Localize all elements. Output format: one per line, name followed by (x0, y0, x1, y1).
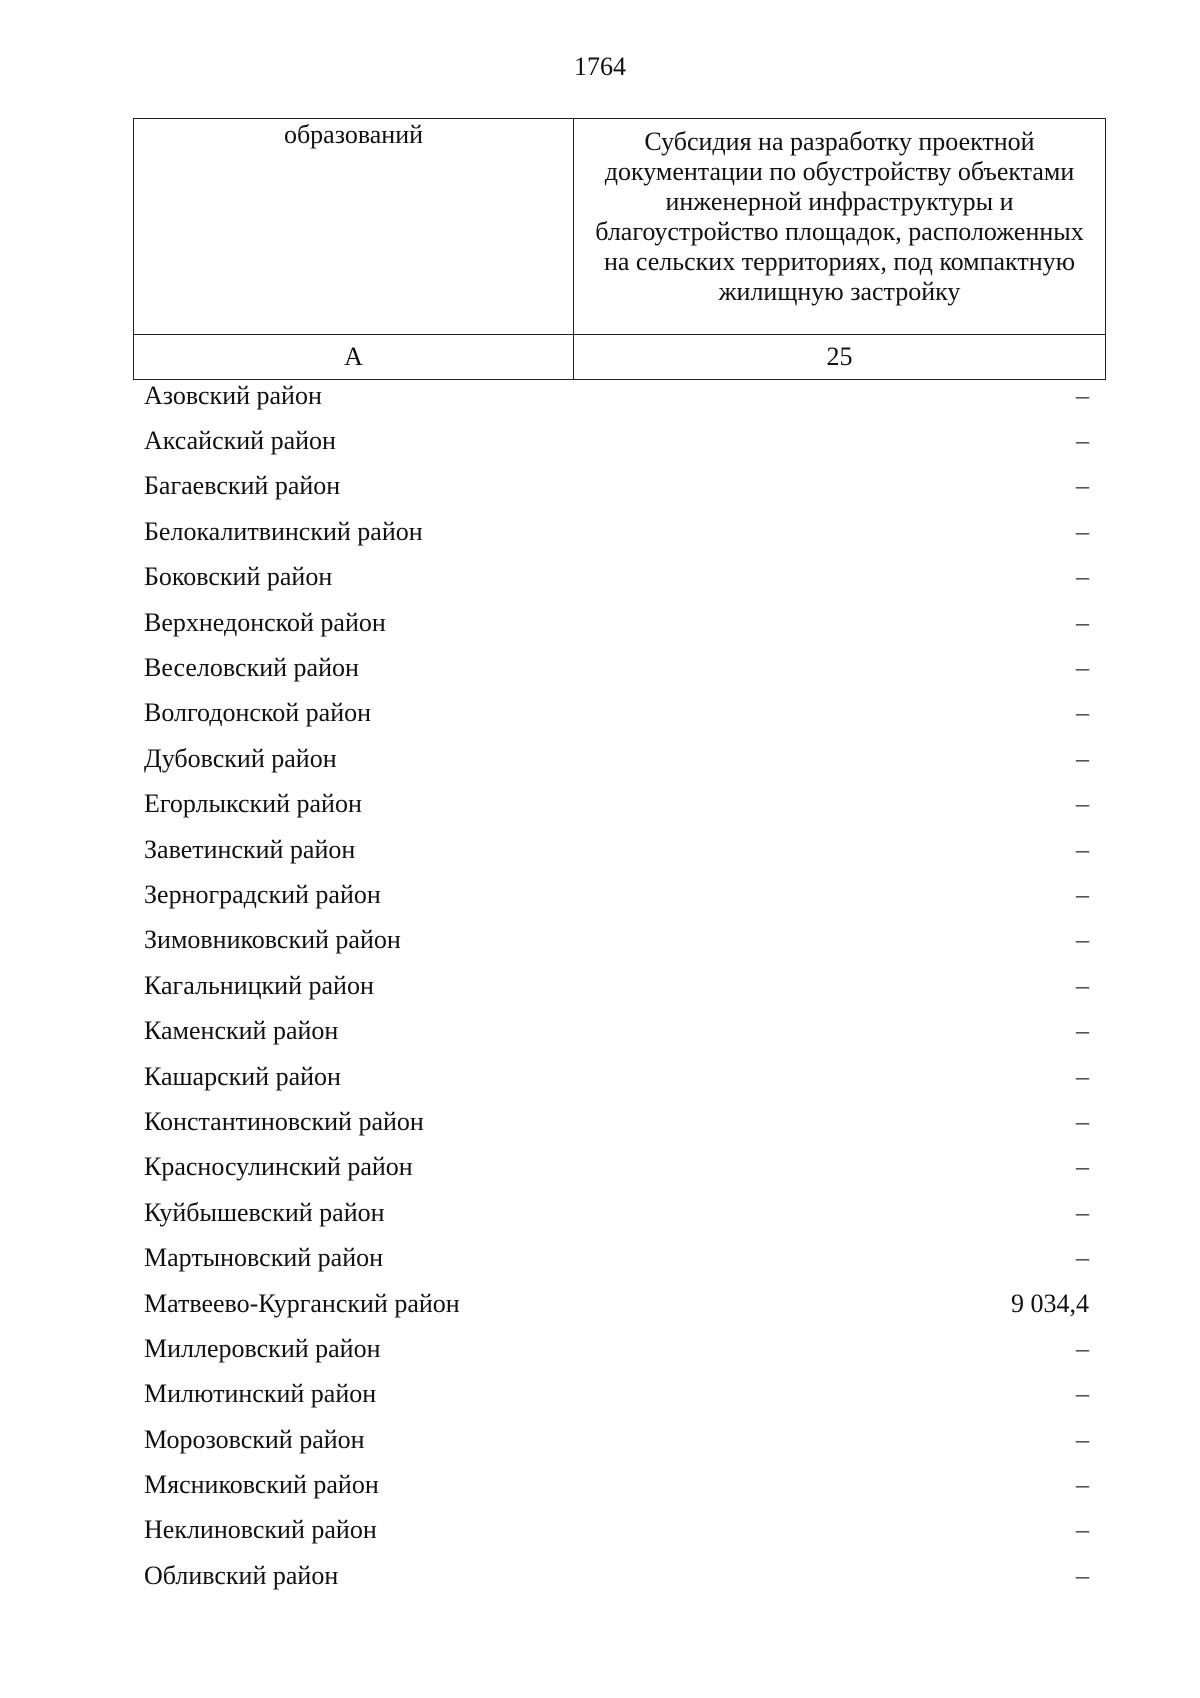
table-row (144, 1145, 1089, 1190)
district-name: Боковский район (144, 562, 333, 592)
district-value: – (1076, 607, 1089, 637)
district-name: Куйбышевский район (144, 1197, 385, 1227)
page-number: 1764 (574, 52, 626, 81)
district-value: – (1076, 1379, 1089, 1409)
district-name: Константиновский район (144, 1106, 424, 1136)
district-name: Зерноградский район (144, 879, 381, 909)
column-a-code: А (134, 335, 574, 380)
district-name: Волгодонской район (144, 698, 372, 728)
district-value: – (1076, 380, 1089, 410)
column-b-code: 25 (574, 335, 1106, 380)
header-title-row (134, 119, 1106, 335)
district-value: – (1076, 426, 1089, 456)
district-list (144, 373, 1089, 1599)
district-name: Азовский район (144, 380, 322, 410)
district-name: Дубовский район (144, 743, 337, 773)
table-row (144, 827, 1089, 872)
district-value: – (1076, 879, 1089, 909)
district-value: – (1076, 1333, 1089, 1363)
district-value: – (1076, 789, 1089, 819)
table-row (144, 509, 1089, 554)
district-value: – (1076, 1061, 1089, 1091)
column-a-title: образований (134, 119, 574, 335)
district-value: – (1076, 743, 1089, 773)
header-table (133, 118, 1106, 380)
district-value: – (1076, 471, 1089, 501)
table-row (144, 1054, 1089, 1099)
district-name: Миллеровский район (144, 1333, 381, 1363)
district-name: Веселовский район (144, 653, 359, 683)
table-row (144, 1508, 1089, 1553)
district-value: – (1076, 516, 1089, 546)
table-row (144, 1235, 1089, 1280)
district-value: – (1076, 1470, 1089, 1500)
district-value: – (1076, 1243, 1089, 1273)
table-row (144, 373, 1089, 418)
district-value: – (1076, 925, 1089, 955)
district-name: Багаевский район (144, 471, 341, 501)
table-row (144, 691, 1089, 736)
table-row (144, 1190, 1089, 1235)
district-value: – (1076, 698, 1089, 728)
district-value: – (1076, 562, 1089, 592)
district-value: – (1076, 1106, 1089, 1136)
district-name: Заветинский район (144, 834, 356, 864)
table-row (144, 736, 1089, 781)
district-value: – (1076, 1152, 1089, 1182)
district-value: – (1076, 1560, 1089, 1590)
table-row (144, 1008, 1089, 1053)
district-value: – (1076, 1515, 1089, 1545)
district-value: – (1076, 1016, 1089, 1046)
district-value: – (1076, 970, 1089, 1000)
district-name: Кагальницкий район (144, 970, 374, 1000)
table-row (144, 600, 1089, 645)
district-name: Кашарский район (144, 1061, 341, 1091)
district-value: – (1076, 834, 1089, 864)
table-row (144, 1417, 1089, 1462)
table-row (144, 1099, 1089, 1144)
district-name: Мясниковский район (144, 1470, 379, 1500)
district-name: Зимовниковский район (144, 925, 401, 955)
district-name: Милютинский район (144, 1379, 377, 1409)
district-name: Мартыновский район (144, 1243, 384, 1273)
district-value: – (1076, 653, 1089, 683)
table-row (144, 1553, 1089, 1598)
district-value: – (1076, 1197, 1089, 1227)
table-row (144, 963, 1089, 1008)
table-row (144, 1372, 1089, 1417)
table-row (144, 418, 1089, 463)
district-name: Белокалитвинский район (144, 516, 423, 546)
district-name: Каменский район (144, 1016, 339, 1046)
district-name: Неклиновский район (144, 1515, 377, 1545)
table-row (144, 918, 1089, 963)
district-name: Верхнедонской район (144, 607, 386, 637)
district-name: Морозовский район (144, 1424, 365, 1454)
district-name: Матвеево-Курганский район (144, 1288, 460, 1318)
district-value: – (1076, 1424, 1089, 1454)
table-row (144, 555, 1089, 600)
table-row (144, 1281, 1089, 1326)
district-name: Аксайский район (144, 426, 336, 456)
district-value: 9 034,4 (1011, 1288, 1089, 1318)
table-row (144, 1326, 1089, 1371)
table-row (144, 782, 1089, 827)
table-row (144, 1462, 1089, 1507)
district-name: Красносулинский район (144, 1152, 413, 1182)
table-row (144, 645, 1089, 690)
column-b-title: Субсидия на разработку проектной документации по обустройству объектами инженерной инфраструктуры и благоустройство площадок, расположенных на сельских территориях, под компактную жилищную застройку (574, 119, 1106, 335)
district-name: Егорлыкский район (144, 789, 362, 819)
district-name: Обливский район (144, 1560, 339, 1590)
table-row (144, 464, 1089, 509)
table-row (144, 872, 1089, 917)
